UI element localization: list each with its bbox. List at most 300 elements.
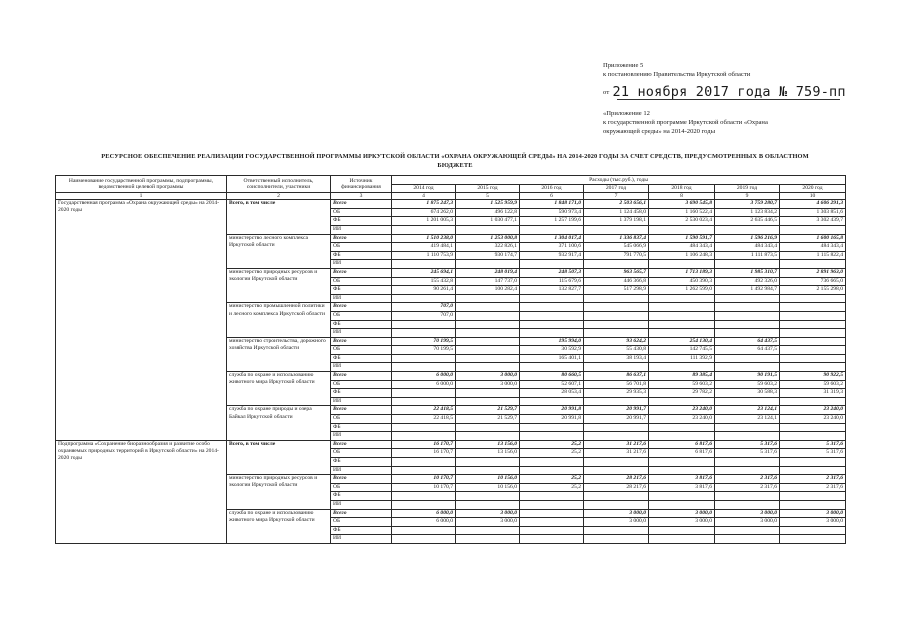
value-cell [456, 526, 520, 535]
source-label: ОБ [331, 449, 392, 458]
value-cell: 6 000,0 [392, 518, 456, 527]
source-label: Всего [331, 303, 392, 312]
value-cell: 6 817,6 [649, 449, 715, 458]
value-cell: 3 000,0 [649, 518, 715, 527]
source-label: Всего [331, 234, 392, 243]
value-cell: 2 317,6 [715, 483, 780, 492]
value-cell: 1 336 837,4 [584, 234, 649, 243]
header-year: 2017 год [584, 184, 649, 193]
value-cell [649, 535, 715, 544]
header-year: 2018 год [649, 184, 715, 193]
value-cell [392, 260, 456, 269]
executor-name: служба по охране природы и озера Байкал Иркутской области [227, 406, 331, 440]
value-cell: 1 124 458,0 [584, 208, 649, 217]
value-cell: 30 592,9 [520, 346, 584, 355]
value-cell: 3 690 545,8 [649, 200, 715, 209]
program-name: Государственная программа «Охрана окружающей среды» на 2014-2020 годы [56, 200, 227, 441]
value-cell [780, 225, 846, 234]
column-number: 7 [584, 193, 649, 200]
value-cell [392, 320, 456, 329]
table-row [56, 440, 846, 449]
value-cell: 5 317,6 [715, 440, 780, 449]
value-cell [392, 363, 456, 372]
value-cell [520, 260, 584, 269]
value-cell [780, 423, 846, 432]
value-cell [392, 423, 456, 432]
value-cell: 147 737,0 [456, 277, 520, 286]
header-expenses: Расходы (тыс.руб.), годы [392, 176, 846, 185]
date-value: 21 ноября 2017 года № 759-пп [612, 84, 846, 100]
appendix-line-5: к государственной программе Иркутской области «Охрана [603, 119, 768, 126]
value-cell [715, 423, 780, 432]
value-cell: 31 217,6 [584, 440, 649, 449]
value-cell: 5 317,6 [780, 440, 846, 449]
value-cell [715, 466, 780, 475]
value-cell [520, 363, 584, 372]
value-cell [649, 363, 715, 372]
value-cell [584, 260, 649, 269]
value-cell [649, 225, 715, 234]
column-number: 3 [331, 193, 392, 200]
source-label: Всего [331, 509, 392, 518]
value-cell: 93 624,2 [584, 337, 649, 346]
column-number: 1 [56, 193, 227, 200]
source-label: ФБ [331, 217, 392, 226]
value-cell [584, 294, 649, 303]
source-label: ИИ [331, 260, 392, 269]
value-cell: 1 115 822,4 [780, 251, 846, 260]
value-cell: 55 430,8 [584, 346, 649, 355]
source-label: Всего [331, 440, 392, 449]
value-cell [456, 389, 520, 398]
value-cell [649, 303, 715, 312]
value-cell: 23 240,0 [649, 415, 715, 424]
value-cell [780, 535, 846, 544]
value-cell: 70 199,5 [392, 337, 456, 346]
source-label: ОБ [331, 277, 392, 286]
executor-name: Всего, в том числе [227, 200, 331, 234]
value-cell: 371 100,6 [520, 243, 584, 252]
value-cell: 2 891 963,0 [780, 268, 846, 277]
value-cell [649, 329, 715, 338]
source-label: ОБ [331, 518, 392, 527]
value-cell: 16 170,7 [392, 449, 456, 458]
value-cell [520, 423, 584, 432]
value-cell [584, 225, 649, 234]
value-cell [715, 432, 780, 441]
value-cell: 6 817,6 [649, 440, 715, 449]
value-cell [715, 329, 780, 338]
value-cell: 3 817,6 [649, 475, 715, 484]
value-cell: 23 124,1 [715, 406, 780, 415]
value-cell [392, 432, 456, 441]
value-cell: 90 261,4 [392, 286, 456, 295]
value-cell [649, 397, 715, 406]
value-cell: 89 385,4 [649, 372, 715, 381]
value-cell: 115 679,6 [520, 277, 584, 286]
value-cell: 3 000,0 [584, 518, 649, 527]
header-row [56, 176, 846, 185]
value-cell: 674 262,0 [392, 208, 456, 217]
source-label: Всего [331, 406, 392, 415]
value-cell: 1 600 165,8 [780, 234, 846, 243]
value-cell: 29 935,3 [584, 389, 649, 398]
value-cell [715, 458, 780, 467]
value-cell [520, 311, 584, 320]
value-cell [584, 432, 649, 441]
value-cell: 3 759 280,7 [715, 200, 780, 209]
value-cell [520, 432, 584, 441]
value-cell: 2 503 656,1 [584, 200, 649, 209]
header-year: 2019 год [715, 184, 780, 193]
value-cell [392, 389, 456, 398]
value-cell [780, 458, 846, 467]
value-cell: 3 000,0 [456, 380, 520, 389]
value-cell: 31 319,3 [780, 389, 846, 398]
value-cell [392, 500, 456, 509]
header-executor: Ответственный исполнитель, соисполнители, участники [227, 176, 331, 193]
value-cell [520, 320, 584, 329]
value-cell: 28 217,6 [584, 483, 649, 492]
value-cell [456, 535, 520, 544]
value-cell [780, 500, 846, 509]
value-cell: 1 030 477,1 [456, 217, 520, 226]
value-cell: 3 000,0 [715, 509, 780, 518]
value-cell: 20 991,8 [520, 415, 584, 424]
value-cell [715, 354, 780, 363]
value-cell [520, 225, 584, 234]
value-cell: 2 530 023,4 [649, 217, 715, 226]
source-label: ИИ [331, 363, 392, 372]
column-number: 8 [649, 193, 715, 200]
value-cell [715, 311, 780, 320]
value-cell [520, 500, 584, 509]
value-cell [392, 354, 456, 363]
value-cell [715, 492, 780, 501]
value-cell: 1 492 984,7 [715, 286, 780, 295]
value-cell: 1 304 017,4 [520, 234, 584, 243]
value-cell: 165 401,1 [520, 354, 584, 363]
value-cell: 1 875 247,3 [392, 200, 456, 209]
value-cell [392, 535, 456, 544]
value-cell: 2 155 298,0 [780, 286, 846, 295]
table-row [56, 200, 846, 209]
value-cell: 20 991,8 [520, 406, 584, 415]
value-cell [780, 337, 846, 346]
value-cell [715, 260, 780, 269]
value-cell: 322 826,1 [456, 243, 520, 252]
value-cell: 23 124,1 [715, 415, 780, 424]
value-cell: 545 066,9 [584, 243, 649, 252]
source-label: ИИ [331, 294, 392, 303]
value-cell [392, 225, 456, 234]
value-cell: 1 106 248,3 [649, 251, 715, 260]
source-label: ФБ [331, 251, 392, 260]
value-cell: 707,0 [392, 303, 456, 312]
value-cell: 3 302 439,7 [780, 217, 846, 226]
value-cell: 155 432,8 [392, 277, 456, 286]
value-cell [456, 303, 520, 312]
value-cell: 590 973,4 [520, 208, 584, 217]
value-cell: 3 000,0 [780, 518, 846, 527]
value-cell: 13 156,0 [456, 449, 520, 458]
value-cell: 38 193,4 [584, 354, 649, 363]
value-cell [780, 492, 846, 501]
value-cell [584, 466, 649, 475]
source-label: ИИ [331, 535, 392, 544]
value-cell: 1 262 599,0 [649, 286, 715, 295]
value-cell [456, 260, 520, 269]
value-cell: 86 637,1 [584, 372, 649, 381]
value-cell: 23 240,0 [780, 406, 846, 415]
value-cell: 492 326,0 [715, 277, 780, 286]
header-year: 2015 год [456, 184, 520, 193]
value-cell: 4 606 291,3 [780, 200, 846, 209]
handwritten-date [603, 84, 846, 100]
value-cell [456, 320, 520, 329]
value-cell [584, 303, 649, 312]
value-cell: 28 053,4 [520, 389, 584, 398]
source-label: ИИ [331, 225, 392, 234]
value-cell: 932 917,4 [520, 251, 584, 260]
header-year: 2020 год [780, 184, 846, 193]
title-line-1: РЕСУРСНОЕ ОБЕСПЕЧЕНИЕ РЕАЛИЗАЦИИ ГОСУДАРСТВЕННОЙ ПРОГРАММЫ ИРКУТСКОЙ ОБЛАСТИ «ОХРАНА ОКРУЖАЮЩЕЙ СРЕДЫ» НА 2014-2020 ГОДЫ ЗА СЧЕТ СРЕДСТВ, ПРЕДУСМОТРЕННЫХ В ОБЛАСТНОМ [101, 153, 809, 160]
value-cell: 23 240,0 [649, 406, 715, 415]
value-cell: 496 122,8 [456, 208, 520, 217]
value-cell [584, 458, 649, 467]
value-cell: 16 170,7 [392, 440, 456, 449]
column-number: 2 [227, 193, 331, 200]
value-cell [584, 492, 649, 501]
source-label: ФБ [331, 286, 392, 295]
value-cell: 446 366,8 [584, 277, 649, 286]
value-cell [715, 303, 780, 312]
appendix-line-4: «Приложение 12 [603, 110, 650, 117]
value-cell: 59 603,2 [780, 380, 846, 389]
value-cell [456, 311, 520, 320]
value-cell [780, 346, 846, 355]
document-title [65, 153, 845, 170]
value-cell: 5 317,6 [715, 449, 780, 458]
value-cell: 6 000,0 [392, 509, 456, 518]
value-cell [456, 466, 520, 475]
source-label: ИИ [331, 397, 392, 406]
title-line-2: БЮДЖЕТЕ [437, 161, 473, 169]
value-cell [520, 329, 584, 338]
value-cell [584, 311, 649, 320]
value-cell [456, 225, 520, 234]
value-cell: 484 343,4 [715, 243, 780, 252]
value-cell [456, 500, 520, 509]
value-cell [780, 526, 846, 535]
source-label: ОБ [331, 346, 392, 355]
source-label: ФБ [331, 492, 392, 501]
source-label: ИИ [331, 329, 392, 338]
value-cell [392, 397, 456, 406]
value-cell: 3 000,0 [584, 509, 649, 518]
source-label: ОБ [331, 243, 392, 252]
value-cell: 245 694,1 [392, 268, 456, 277]
header-year: 2016 год [520, 184, 584, 193]
value-cell [520, 526, 584, 535]
value-cell: 59 603,2 [649, 380, 715, 389]
value-cell: 1 525 959,9 [456, 200, 520, 209]
value-cell: 419 484,1 [392, 243, 456, 252]
value-cell [780, 363, 846, 372]
resource-table [55, 175, 846, 544]
value-cell: 1 303 851,6 [780, 208, 846, 217]
value-cell: 21 529,7 [456, 415, 520, 424]
value-cell: 1 713 189,3 [649, 268, 715, 277]
value-cell: 70 199,5 [392, 346, 456, 355]
value-cell: 930 174,7 [456, 251, 520, 260]
value-cell [584, 500, 649, 509]
value-cell [520, 535, 584, 544]
value-cell [715, 526, 780, 535]
executor-name: служба по охране и использованию животного мира Иркутской области [227, 509, 331, 543]
value-cell: 963 565,7 [584, 268, 649, 277]
header-source: Источник финансирования [331, 176, 392, 193]
value-cell: 2 635 446,5 [715, 217, 780, 226]
value-cell [456, 346, 520, 355]
value-cell [780, 320, 846, 329]
column-number: 9 [715, 193, 780, 200]
value-cell: 13 156,0 [456, 440, 520, 449]
value-cell [584, 397, 649, 406]
value-cell [392, 492, 456, 501]
subprogram-name: Подпрограмма «Сохранение биоразнообразия и развитие особо охраняемых природных территорий в Иркутской области» на 2014-2020 годы [56, 440, 227, 543]
value-cell [715, 225, 780, 234]
value-cell: 1 596 216,9 [715, 234, 780, 243]
header-year: 2014 год [392, 184, 456, 193]
value-cell [715, 500, 780, 509]
value-cell [520, 518, 584, 527]
source-label: ОБ [331, 208, 392, 217]
value-cell [649, 500, 715, 509]
value-cell: 3 000,0 [780, 509, 846, 518]
value-cell [649, 466, 715, 475]
value-cell: 3 000,0 [456, 518, 520, 527]
value-cell [780, 311, 846, 320]
source-label: Всего [331, 475, 392, 484]
value-cell: 484 343,4 [780, 243, 846, 252]
value-cell: 59 603,2 [715, 380, 780, 389]
source-label: ОБ [331, 483, 392, 492]
value-cell [780, 397, 846, 406]
source-label: ФБ [331, 320, 392, 329]
value-cell: 2 317,6 [780, 475, 846, 484]
executor-name: Всего, в том числе [227, 440, 331, 474]
value-cell: 28 217,6 [584, 475, 649, 484]
value-cell [715, 294, 780, 303]
value-cell [520, 294, 584, 303]
header-program: Наименование государственной программы, подпрограммы, ведомственной целевой программы [56, 176, 227, 193]
value-cell [456, 294, 520, 303]
column-number: 10 [780, 193, 846, 200]
value-cell [584, 320, 649, 329]
value-cell: 52 607,1 [520, 380, 584, 389]
value-cell: 22 418,5 [392, 415, 456, 424]
column-number: 4 [392, 193, 456, 200]
value-cell: 248 507,3 [520, 268, 584, 277]
value-cell: 100 282,4 [456, 286, 520, 295]
source-label: ОБ [331, 415, 392, 424]
value-cell [520, 303, 584, 312]
value-cell [584, 363, 649, 372]
source-label: Всего [331, 337, 392, 346]
value-cell [649, 423, 715, 432]
value-cell: 1 201 005,3 [392, 217, 456, 226]
value-cell [456, 432, 520, 441]
value-cell: 2 317,6 [780, 483, 846, 492]
value-cell: 6 000,0 [392, 372, 456, 381]
value-cell [649, 294, 715, 303]
source-label: ИИ [331, 432, 392, 441]
value-cell [456, 329, 520, 338]
value-cell: 29 782,2 [649, 389, 715, 398]
column-number: 6 [520, 193, 584, 200]
value-cell [456, 492, 520, 501]
appendix-line-6: окружающей среды» на 2014-2020 годы [603, 128, 716, 135]
value-cell [649, 311, 715, 320]
source-label: ФБ [331, 423, 392, 432]
source-label: ФБ [331, 354, 392, 363]
source-label: ФБ [331, 526, 392, 535]
value-cell [456, 397, 520, 406]
value-cell [392, 329, 456, 338]
value-cell: 1 848 171,0 [520, 200, 584, 209]
value-cell: 25,2 [520, 449, 584, 458]
value-cell: 142 745,5 [649, 346, 715, 355]
value-cell: 64 437,5 [715, 337, 780, 346]
value-cell: 21 529,7 [456, 406, 520, 415]
value-cell: 20 991,7 [584, 406, 649, 415]
value-cell: 1 110 753,9 [392, 251, 456, 260]
value-cell: 3 817,6 [649, 483, 715, 492]
value-cell [520, 492, 584, 501]
value-cell [392, 294, 456, 303]
value-cell: 3 000,0 [649, 509, 715, 518]
appendix-line-2: к постановлению Правительства Иркутской области [603, 71, 751, 78]
value-cell [780, 303, 846, 312]
value-cell: 90 191,5 [715, 372, 780, 381]
source-label: ИИ [331, 500, 392, 509]
value-cell: 1 123 834,2 [715, 208, 780, 217]
value-cell: 20 991,7 [584, 415, 649, 424]
value-cell: 254 130,4 [649, 337, 715, 346]
value-cell: 90 922,5 [780, 372, 846, 381]
source-label: Всего [331, 372, 392, 381]
value-cell: 1 111 873,5 [715, 251, 780, 260]
value-cell: 248 019,4 [456, 268, 520, 277]
value-cell: 736 665,0 [780, 277, 846, 286]
value-cell: 3 000,0 [715, 518, 780, 527]
source-label: Всего [331, 268, 392, 277]
value-cell [520, 397, 584, 406]
value-cell: 22 418,5 [392, 406, 456, 415]
source-label: ОБ [331, 380, 392, 389]
value-cell [520, 509, 584, 518]
value-cell: 25,2 [520, 483, 584, 492]
value-cell: 80 660,5 [520, 372, 584, 381]
value-cell [780, 466, 846, 475]
value-cell [649, 526, 715, 535]
value-cell [456, 354, 520, 363]
value-cell: 195 994,0 [520, 337, 584, 346]
value-cell: 1 590 591,7 [649, 234, 715, 243]
source-label: ИИ [331, 466, 392, 475]
value-cell [649, 260, 715, 269]
